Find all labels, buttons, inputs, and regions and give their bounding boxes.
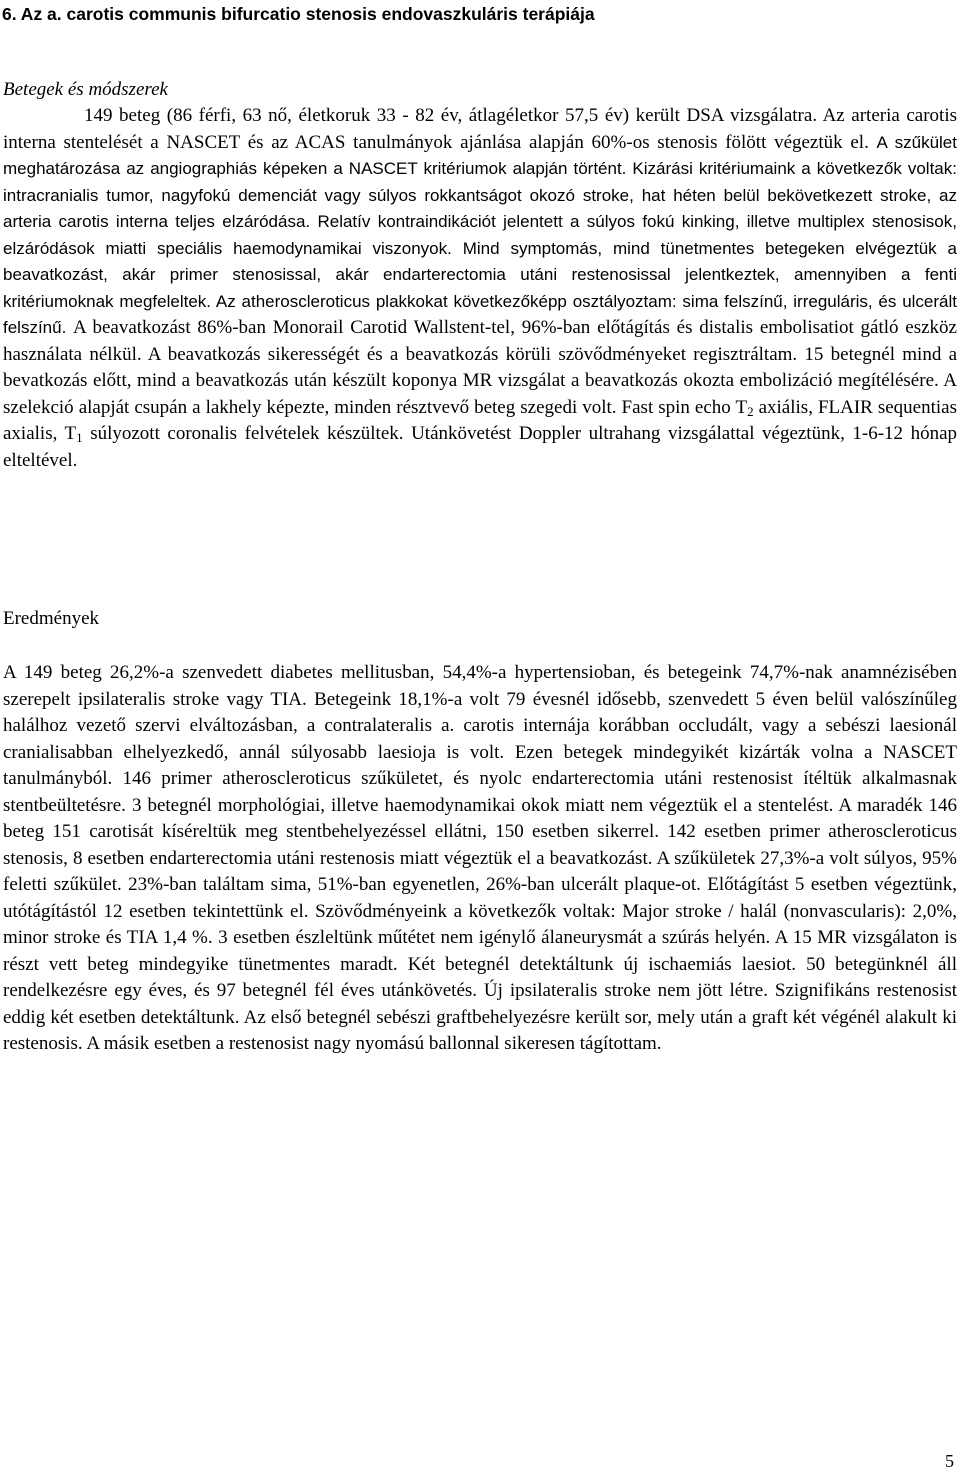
results-heading: Eredmények — [3, 608, 100, 629]
page-number: 5 — [945, 1451, 954, 1471]
methods-heading: Betegek és módszerek — [3, 79, 168, 100]
t1-subscript: 1 — [76, 430, 83, 445]
methods-text-part-2: A szűkület meghatározása az angiographiás képeken a NASCET kritériumok alapján történt. Kizárási kritériumaink a következők voltak: intracranialis tumor, nagyfokú demenciát vagy súlyos rokkantságot okozó stroke, hat héten belül bekövetkezett stroke, az arteria carotis interna teljes elzáródása. Relatív kontraindikációt jelentett a súlyos fokú kinking, illetve multiplex stenosisok, elzáródások miatti speciális haemodynamikai viszonyok. Mind symptomás, mind tünetmentes betegeken elvégeztük a beavatkozást, akár primer stenosissal, akár endarterectomia utáni restenosissal jelentkeztek, amennyiben a fenti kritériumoknak megfeleltek. Az atheroscleroticus plakkokat következőképp osztályoztam: sima felszínű, irreguláris, és ulcerált felszínű. — [3, 132, 957, 337]
methods-text-part-4: axiális, FLAIR sequentias axialis, T — [3, 396, 958, 444]
methods-text-part-5: súlyozott coronalis felvételek készültek. Utánkövetést Doppler ultrahang vizsgálattal végeztünk, 1-6-12 hónap elteltével. — [3, 423, 958, 471]
methods-text-part-1: 149 beteg (86 férfi, 63 nő, életkoruk 33 - 82 év, átlagéletkor 57,5 év) került DSA vizsgálatra. Az arteria carotis interna stentelését a NASCET és az ACAS tanulmányok ajánlása alapján 60%-os stenosis fölött végeztük el. — [3, 105, 957, 153]
results-paragraph: A 149 beteg 26,2%-a szenvedett diabetes mellitusban, 54,4%-a hypertensioban, és betegeink 74,7%-nak anamnézisében szerepelt ipsilateralis stroke vagy TIA. Betegeink 18,1%-a volt 79 évesnél idősebb, szenvedett 5 éven belül valószínűleg halálhoz vezető szervi elváltozásban, a contralateralis a. carotis internája korábban occludált, vagy a sebészi laesionál cranialisabban elhelyezkedő, annál súlyosabb laesioja is volt. Ezen betegek mindegyikét kizárták volna a NASCET tanulmányból. 146 primer atheroscleroticus szűkületet, és nyolc endarterectomia utáni restenosist ítéltük alkalmasnak stentbeültetésre. 3 betegnél morphológiai, illetve haemodynamikai okok miatt nem végeztük el a stentelést. A maradék 146 beteg 151 carotisát kíséreltük meg stentbehelyezéssel ellátni, 150 esetben sikerrel. 142 esetben primer atheroscleroticus stenosis, 8 esetben endarterectomia utáni restenosis miatt végeztük el a beavatkozást. A szűkületek 27,3%-a volt súlyos, 95% feletti szűkület. 23%-ban találtam sima, 51%-ban egyenetlen, 26%-ban ulcerált plaque-ot. Előtágítást 5 esetben végeztünk, utótágítástól 12 esetben tekintettünk el. Szövődményeink a következők voltak: Major stroke / halál (nonvascularis): 2,0%, minor stroke és TIA 1,4 %. 3 esetben észleltünk műtétet nem igénylő álaneurysmát a szúrás helyén. A 15 MR vizsgálaton is részt vett beteg mindegyike tünetmentes maradt. Két betegnél detektáltunk új ischaemiás laesiot. 50 betegünknél áll rendelkezésre egy éves, és 97 betegnél fél éves utánkövetés. Új ipsilateralis stroke nem jött létre. Szignifikáns restenosist eddig két esetben detektáltunk. Az első betegnél sebészi graftbehelyezésre került sor, mely után a graft két végénél alakult ki restenosis. A másik esetben a restenosist nagy nyomású ballonnal sikeresen tágítottam. — [3, 662, 957, 1054]
t2-subscript: 2 — [747, 403, 754, 419]
page-title: 6. Az a. carotis communis bifurcatio stenosis endovaszkuláris terápiája — [2, 4, 595, 24]
methods-text-part-3: A beavatkozást 86%-ban Monorail Carotid Wallstent-tel, 96%-ban előtágítás és distalis embolisatiot gátló eszköz használata nélkül. A beavatkozás sikerességét és a beavatkozás körüli szövődményeket regisztráltam. 15 betegnél mind a bevatkozás előtt, mind a beavatkozás után készült koponya MR vizsgálat a beavatkozás okozta embolizáció megítélésére. A szelekció alapját csupán a lakhely képezte, minden résztvevő beteg szegedi volt. Fast spin echo T — [3, 317, 957, 418]
methods-paragraph — [3, 103, 957, 474]
